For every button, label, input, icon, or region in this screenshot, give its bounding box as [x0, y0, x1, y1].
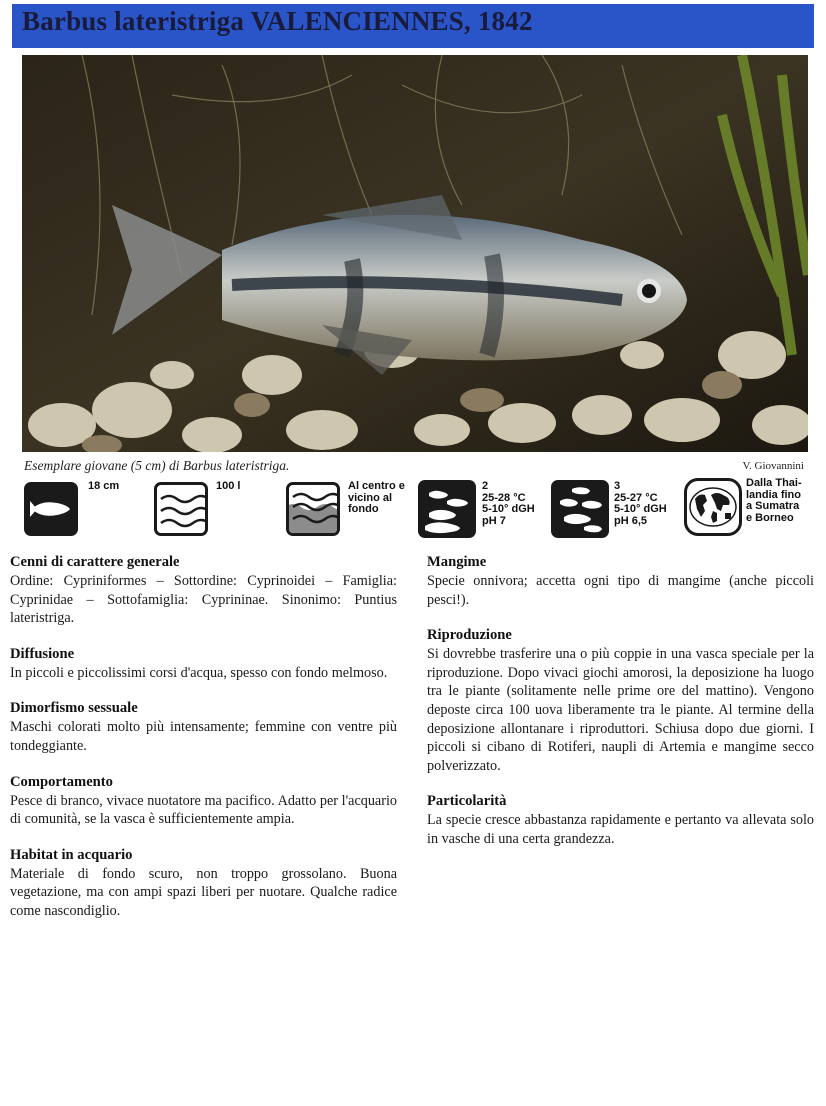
section-distribution: [10, 644, 397, 683]
section-heading: Comportamento: [10, 773, 113, 790]
section-reproduction: [427, 625, 814, 775]
maintenance-difficulty-icon: [418, 480, 476, 538]
section-text: Materiale di fondo scuro, non troppo grossolano. Buona vegetazione, ma con ampi spazi liberi per nuotare. Qualche radice come nascondiglio.: [10, 865, 397, 919]
section-text: Pesce di branco, vivace nuotatore ma pacifico. Adatto per l'acquario di comunità, se la vasca è sufficientemente ampia.: [10, 792, 397, 828]
section-heading: Habitat in acquario: [10, 846, 133, 863]
fish-size-label: 18 cm: [88, 480, 120, 492]
section-behaviour: [10, 772, 397, 829]
tank-volume-label: 100 l: [216, 480, 241, 492]
distribution-label: Dalla Thai- landia fino a Sumatra e Borneo: [746, 477, 802, 524]
breeding-difficulty-icon: [551, 480, 609, 538]
section-text: Maschi colorati molto più intensamente; femmine con ventre più tondeggiante.: [10, 719, 397, 754]
section-particularities: [427, 791, 814, 848]
photo-credit: V. Giovannini: [742, 460, 804, 472]
title-bar: [12, 4, 814, 48]
page-title: Barbus lateristriga VALENCIENNES, 1842: [22, 6, 533, 36]
left-column: [10, 552, 397, 937]
swim-zone-icon: [286, 482, 340, 536]
world-map-icon: [684, 478, 742, 536]
section-heading: Mangime: [427, 554, 487, 570]
section-habitat: [10, 845, 397, 921]
section-text: Si dovrebbe trasferire una o più coppie in una vasca speciale per la riproduzione. Dopo vivaci giochi amorosi, la deposizione ha luogo tra le piante (solitamente nelle prime ore del mattino). Vengono deposte circa 100 uova liberamente tra le piante. Al termine della deposizione allontanare i riproduttori. Schiusa dopo due giorni. I piccoli si cibano di Rotiferi, naupli di Artemia e mangime secco polverizzato.: [427, 646, 814, 774]
section-text: Ordine: Cypriniformes – Sottordine: Cyprinoidei – Famiglia: Cyprinidae – Sottofamiglia: Cyprininae. Sinonimo: Puntius lateristriga.: [10, 573, 397, 627]
maintenance-label: 2 25-28 °C 5-10° dGH pH 7: [482, 480, 535, 527]
section-food: [427, 552, 814, 609]
section-sexual-dimorphism: [10, 698, 397, 755]
fish-photo: [22, 55, 808, 452]
photo-caption: Esemplare giovane (5 cm) di Barbus lateristriga.: [24, 458, 290, 473]
fish-size-icon: [24, 482, 78, 536]
section-heading: Riproduzione: [427, 627, 512, 644]
section-text: In piccoli e piccolissimi corsi d'acqua, spesso con fondo melmoso.: [10, 664, 388, 681]
section-text: Specie onnivora; accetta ogni tipo di mangime (anche piccoli pesci!).: [427, 573, 814, 608]
section-heading: Particolarità: [427, 793, 507, 810]
swim-zone-label: Al centro e vicino al fondo: [348, 480, 405, 515]
section-heading: Diffusione: [10, 645, 75, 662]
section-text: La specie cresce abbastanza rapidamente e pertanto va allevata solo in vasche di una certa grandezza.: [427, 812, 814, 847]
right-column: [427, 552, 814, 865]
section-heading: Cenni di carattere generale: [10, 554, 180, 570]
breeding-label: 3 25-27 °C 5-10° dGH pH 6,5: [614, 480, 667, 527]
tank-volume-icon: [154, 482, 208, 536]
section-general: [10, 552, 397, 628]
section-heading: Dimorfismo sessuale: [10, 700, 138, 717]
